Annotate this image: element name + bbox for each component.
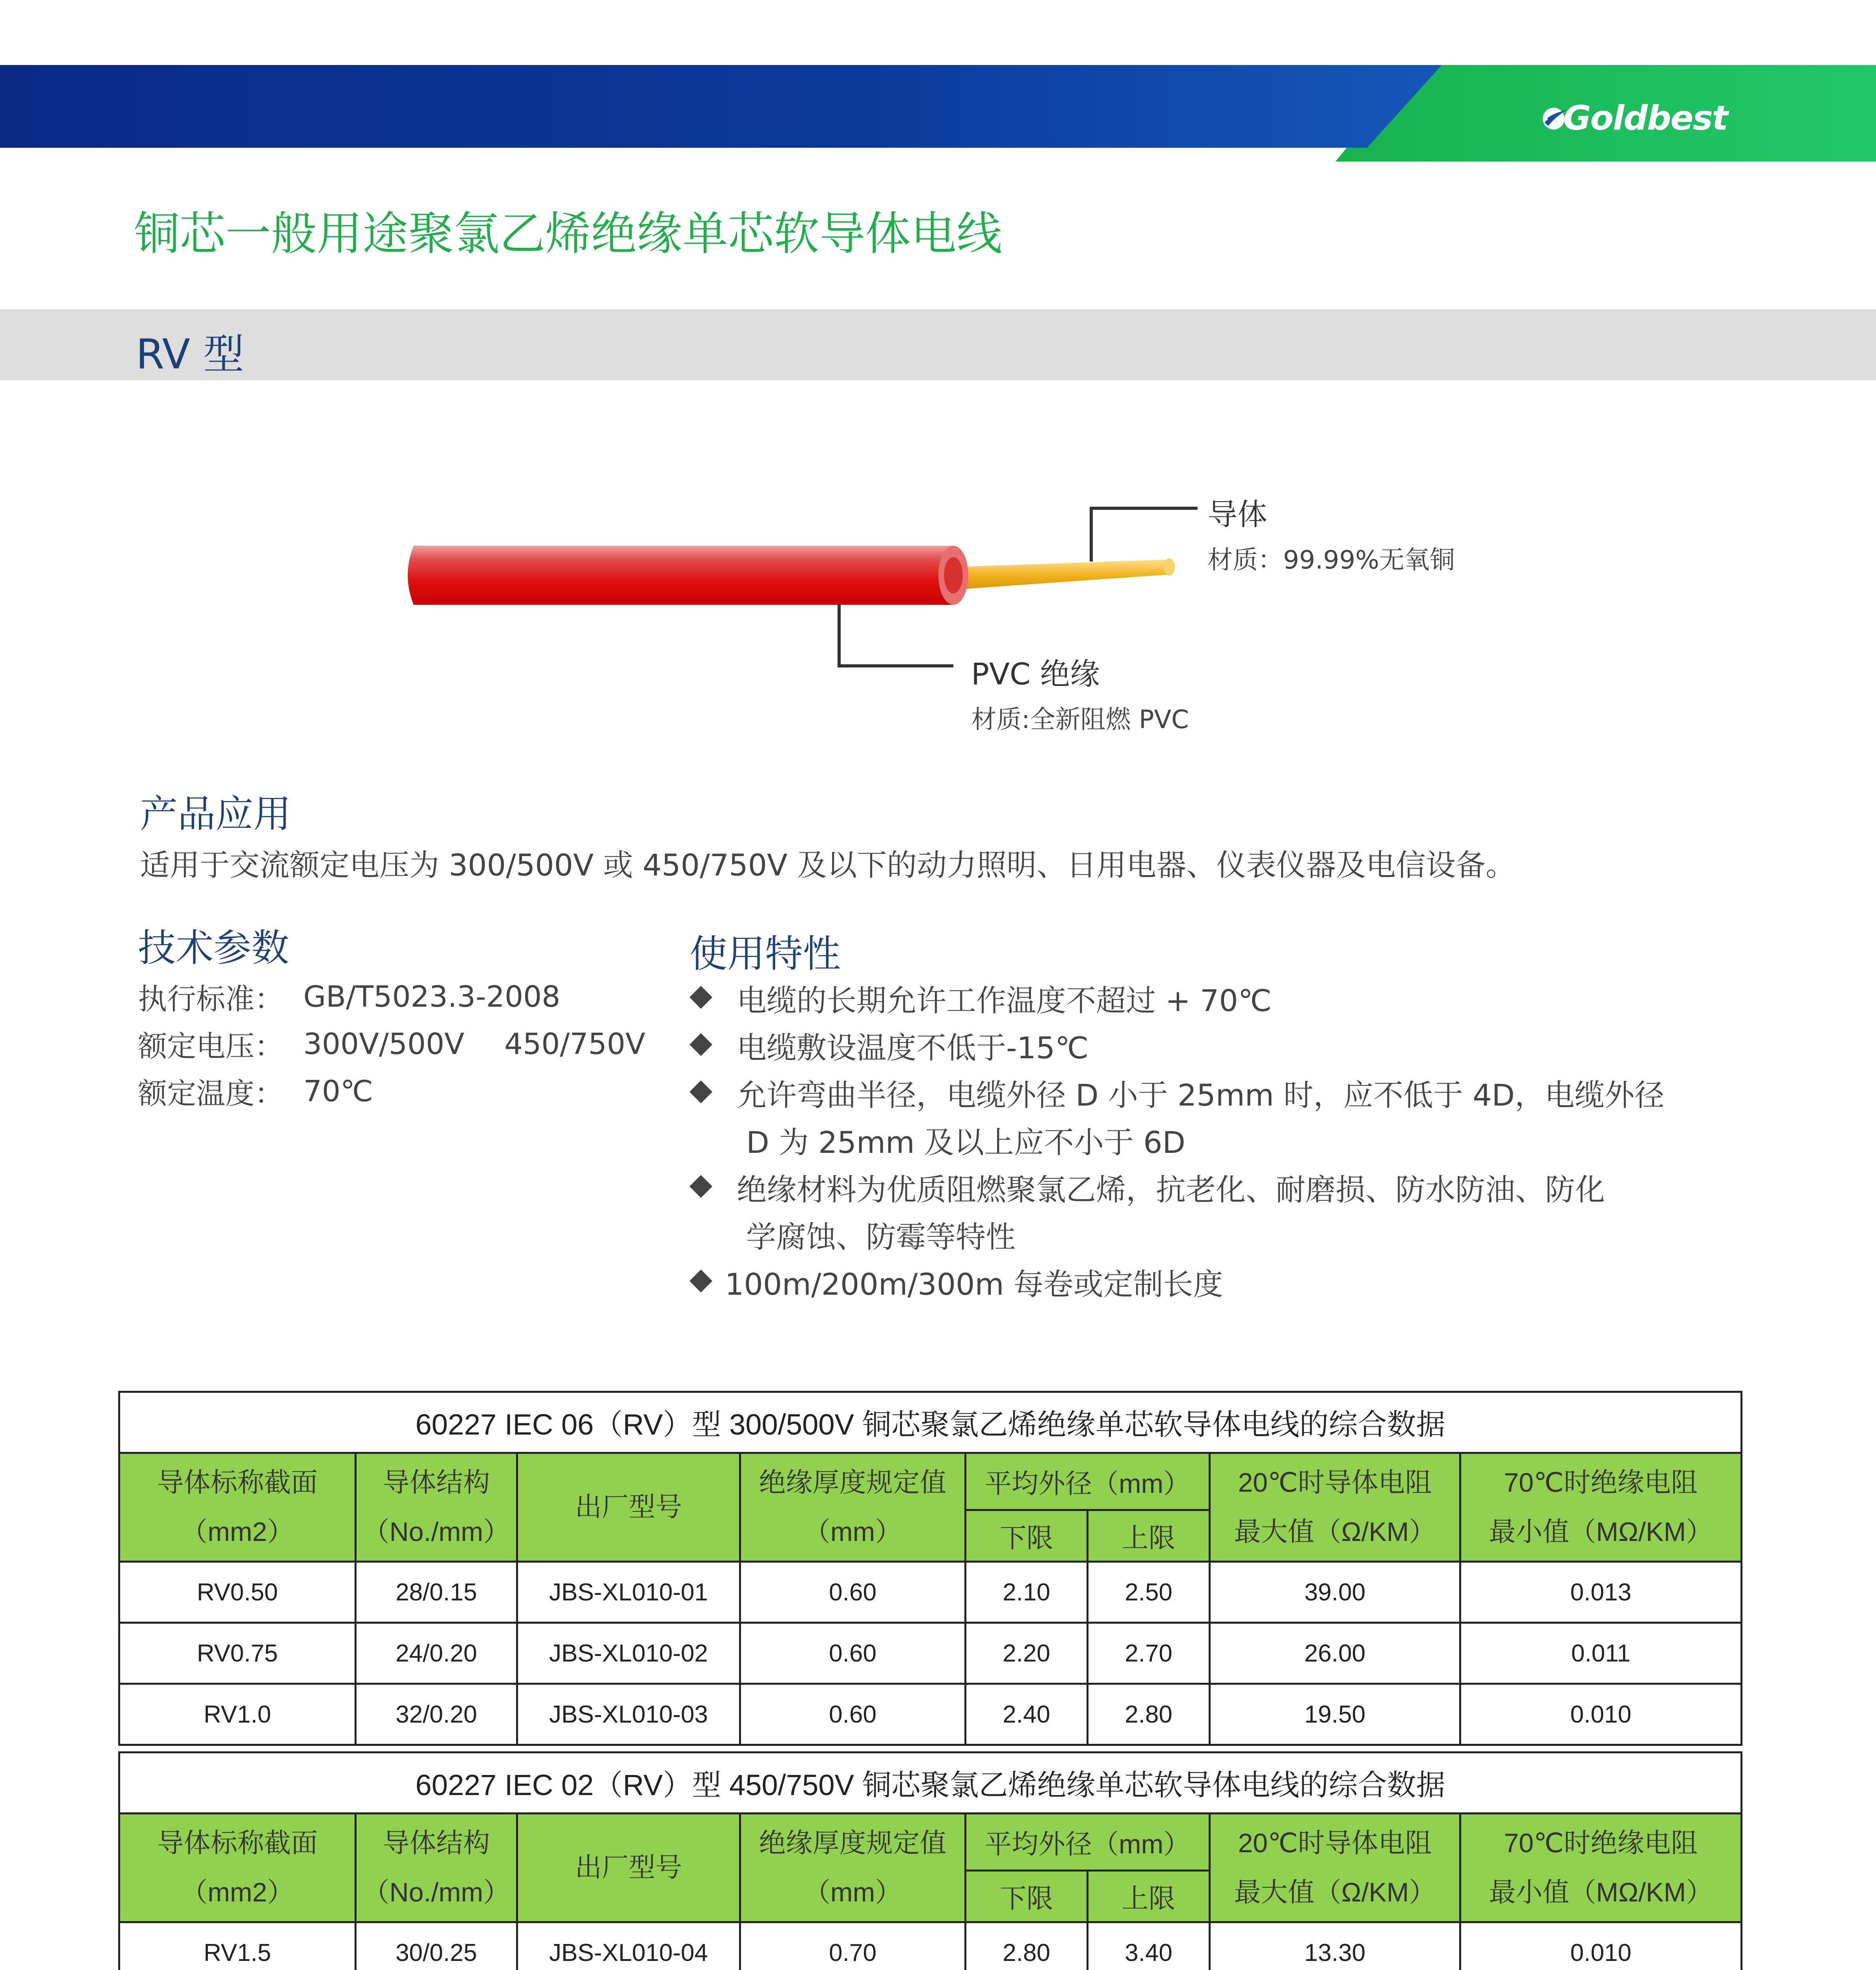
cell-model: JBS-XL010-01	[517, 1562, 740, 1623]
type-bar	[0, 309, 1876, 380]
cell-cross-section: RV0.75	[119, 1623, 356, 1684]
header-upper-limit: 上限	[1088, 1510, 1210, 1562]
header-conductor-resistance: 20℃时导体电阻 最大值（Ω/KM）	[1210, 1814, 1460, 1922]
cell-insulation-resistance: 0.010	[1460, 1922, 1742, 1970]
tech-row-value2: 450/750V	[504, 1027, 646, 1061]
cell-thickness: 0.60	[740, 1684, 966, 1745]
insulation-label: PVC 绝缘	[971, 656, 1100, 691]
header-lower-limit: 下限	[966, 1510, 1088, 1562]
cell-conductor-resistance: 19.50	[1210, 1684, 1460, 1745]
cell-insulation-resistance: 0.010	[1460, 1684, 1742, 1745]
brand-logo	[1538, 91, 1727, 146]
cell-structure: 24/0.20	[356, 1623, 517, 1684]
tech-row-label: 额定电压：	[138, 1030, 284, 1063]
feature-item: ◆ 电缆敷设温度不低于-15℃	[689, 1024, 1664, 1072]
tech-row-label: 额定温度：	[138, 1077, 284, 1111]
tech-row-value: GB/T5023.3-2008	[303, 980, 561, 1014]
header-cross-section: 导体标称截面 （mm2）	[119, 1814, 356, 1922]
conductor-material: 材质：99.99%无氧铜	[1207, 546, 1455, 575]
features-list	[689, 977, 1664, 1308]
cell-conductor-resistance: 39.00	[1210, 1562, 1460, 1623]
cell-thickness: 0.60	[740, 1562, 966, 1623]
feature-item: ◆ 100m/200m/300m 每卷或定制长度	[689, 1261, 1664, 1308]
type-label: RV 型	[136, 330, 244, 378]
page-title: 铜芯一般用途聚氯乙烯绝缘单芯软导体电线	[134, 207, 1002, 260]
bullet-icon: ◆	[689, 1261, 713, 1296]
cell-structure: 32/0.20	[356, 1684, 517, 1745]
header-lower-limit: 下限	[966, 1871, 1088, 1922]
insulation-sleeve	[408, 546, 963, 605]
tech-heading: 技术参数	[138, 926, 289, 970]
bullet-icon: ◆	[689, 1166, 713, 1201]
cell-diameter-upper: 2.70	[1088, 1623, 1210, 1684]
tech-row	[138, 973, 645, 1020]
header-structure: 导体结构 （No./mm）	[356, 1453, 517, 1562]
cell-cross-section: RV1.5	[119, 1922, 356, 1970]
header-structure: 导体结构 （No./mm）	[356, 1814, 517, 1922]
header-outer-diameter: 平均外径（mm）	[966, 1453, 1210, 1510]
table-row	[119, 1623, 1742, 1684]
features-heading: 使用特性	[689, 932, 841, 976]
header-insulation-resistance: 70℃时绝缘电阻 最小值（MΩ/KM）	[1460, 1453, 1742, 1562]
header-conductor-resistance: 20℃时导体电阻 最大值（Ω/KM）	[1210, 1453, 1460, 1562]
data-table-450-750v	[118, 1751, 1742, 1970]
header-model: 出厂型号	[517, 1453, 740, 1562]
header-model: 出厂型号	[517, 1814, 740, 1922]
header-thickness: 绝缘厚度规定值 （mm）	[740, 1814, 966, 1922]
conductor-strand	[945, 559, 1175, 590]
application-heading: 产品应用	[140, 792, 291, 836]
feature-item: ◆ 电缆的长期允许工作温度不超过 + 70℃	[689, 977, 1664, 1024]
table-row	[119, 1684, 1742, 1745]
cell-model: JBS-XL010-03	[517, 1684, 740, 1745]
cell-conductor-resistance: 13.30	[1210, 1922, 1460, 1970]
table-caption: 60227 IEC 06（RV）型 300/500V 铜芯聚氯乙烯绝缘单芯软导体电线的综合数据	[119, 1392, 1742, 1453]
header-outer-diameter: 平均外径（mm）	[966, 1814, 1210, 1871]
tech-list	[138, 973, 645, 1115]
cell-thickness: 0.70	[740, 1922, 966, 1970]
cell-diameter-lower: 2.10	[966, 1562, 1088, 1623]
header-thickness: 绝缘厚度规定值 （mm）	[740, 1453, 966, 1562]
header-insulation-resistance: 70℃时绝缘电阻 最小值（MΩ/KM）	[1460, 1814, 1742, 1922]
header-upper-limit: 上限	[1088, 1871, 1210, 1922]
cell-structure: 30/0.25	[356, 1922, 517, 1970]
feature-item: ◆ 绝缘材料为优质阻燃聚氯乙烯，抗老化、耐磨损、防水防油、防化 学腐蚀、防霉等特性	[689, 1166, 1664, 1261]
cell-conductor-resistance: 26.00	[1210, 1623, 1460, 1684]
cell-cross-section: RV0.50	[119, 1562, 356, 1623]
conductor-label: 导体	[1207, 497, 1267, 532]
cell-diameter-lower: 2.40	[966, 1684, 1088, 1745]
application-text: 适用于交流额定电压为 300/500V 或 450/750V 及以下的动力照明、日用电器、仪表仪器及电信设备。	[140, 847, 1516, 883]
cell-structure: 28/0.15	[356, 1562, 517, 1623]
cell-diameter-lower: 2.80	[966, 1922, 1088, 1970]
logo-wordmark: Goldbest	[1563, 98, 1727, 138]
cell-model: JBS-XL010-04	[517, 1922, 740, 1970]
tech-row-value: 70℃	[303, 1074, 373, 1108]
tech-row-value: 300V/500V	[303, 1027, 464, 1061]
feature-item: ◆ 允许弯曲半径，电缆外径 D 小于 25mm 时，应不低于 4D，电缆外径 D 为 25mm 及以上应不小于 6D	[689, 1072, 1664, 1166]
bullet-icon: ◆	[689, 977, 713, 1012]
bullet-icon: ◆	[689, 1072, 713, 1107]
table-row	[119, 1562, 1742, 1623]
header-blue-band	[0, 65, 1442, 148]
data-table-300-500v	[118, 1391, 1742, 1746]
cell-diameter-lower: 2.20	[966, 1623, 1088, 1684]
tech-row-label: 执行标准：	[138, 982, 284, 1016]
cell-diameter-upper: 3.40	[1088, 1922, 1210, 1970]
tech-row	[138, 1020, 645, 1068]
cell-diameter-upper: 2.80	[1088, 1684, 1210, 1745]
cell-insulation-resistance: 0.013	[1460, 1562, 1742, 1623]
table-caption: 60227 IEC 02（RV）型 450/750V 铜芯聚氯乙烯绝缘单芯软导体电线的综合数据	[119, 1753, 1742, 1814]
bullet-icon: ◆	[689, 1024, 713, 1059]
table-row	[119, 1922, 1742, 1970]
cell-cross-section: RV1.0	[119, 1684, 356, 1745]
cell-insulation-resistance: 0.011	[1460, 1623, 1742, 1684]
cell-diameter-upper: 2.50	[1088, 1562, 1210, 1623]
insulation-material: 材质:全新阻燃 PVC	[971, 705, 1189, 734]
tech-row	[138, 1068, 645, 1115]
header-cross-section: 导体标称截面 （mm2）	[119, 1453, 356, 1562]
cell-thickness: 0.60	[740, 1623, 966, 1684]
cell-model: JBS-XL010-02	[517, 1623, 740, 1684]
